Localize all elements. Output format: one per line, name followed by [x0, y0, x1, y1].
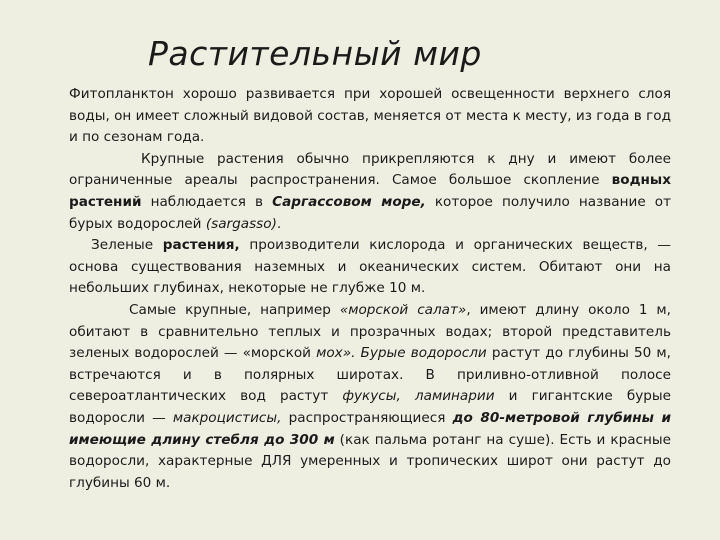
emphasis-run: Саргассовом море, — [272, 193, 426, 210]
emphasis-run: растения, — [162, 237, 240, 254]
emphasis-run: до 80-метровой глубины и имеющие длину стебля до 300 м — [69, 409, 671, 448]
text-run: (как пальма ротанг на суше). Есть и красные водоросли, характерные ДЛЯ умеренных и тропических широт они растут до глубины 60 м. — [69, 431, 671, 491]
text-run: наблюдается в — [141, 193, 273, 210]
emphasis-run: мох». Бурые водоросли — [316, 345, 487, 362]
slide-body — [69, 84, 671, 494]
text-run: Самые крупные, например — [129, 301, 340, 318]
text-run: и гигантские бурые водоросли — — [69, 388, 671, 426]
text-run: производители кислорода и органических веществ, — основа существования наземных и океанических систем. Обитают они на небольших глубинах, некоторые не глубже 10 м. — [69, 237, 671, 297]
paragraph-2 — [69, 149, 671, 235]
text-run: распространяющиеся — [281, 409, 453, 426]
text-run: . — [276, 215, 282, 232]
text-run: которое получило название от бурых водорослей — [69, 193, 672, 232]
emphasis-run: (sargasso) — [205, 215, 277, 232]
text-run: Зеленые — [91, 237, 163, 254]
paragraph-4 — [69, 300, 671, 494]
paragraph-1 — [69, 84, 671, 149]
emphasis-run: макроцистисы, — [172, 409, 282, 426]
text-run: растут до глубины 50 м, встречаются и в полярных широтах. В приливно-отливной полосе североатлантических вод растут — [69, 345, 671, 405]
emphasis-run: водных растений — [69, 172, 671, 210]
text-run: , имеют длину около 1 м, обитают в сравнительно теплых и прозрачных водах; второй представитель зеленых водорослей — «морской — [69, 301, 672, 362]
paragraph-3 — [69, 235, 671, 300]
text-run: Крупные растения обычно прикрепляются к дну и имеют более ограниченные ареалы распространения. Самое большое скопление — [69, 150, 671, 189]
emphasis-run: «морской салат» — [339, 301, 467, 318]
slide-title: Растительный мир — [148, 34, 482, 73]
text-run: Фитопланктон хорошо развивается при хорошей освещенности верхнего слоя воды, он имеет сложный видовой состав, меняется от места к месту, из года в год и по сезонам года. — [69, 86, 671, 146]
emphasis-run: фукусы, ламинарии — [342, 388, 495, 405]
